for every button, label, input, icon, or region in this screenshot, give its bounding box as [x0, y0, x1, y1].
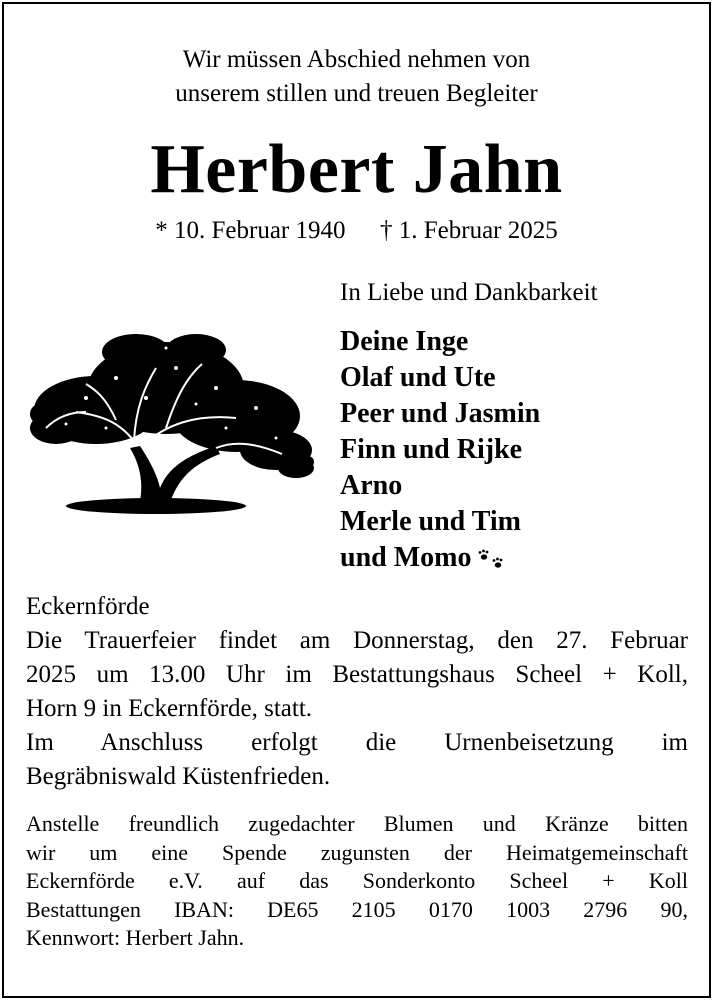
ceremony-line: Im Anschluss erfolgt die Urnenbeisetzung im — [26, 729, 688, 756]
family-member: Merle und Tim — [340, 506, 521, 537]
donation-line: Anstelle freundlich zugedachter Blumen und Kränze bitten — [26, 811, 688, 836]
deceased-name: Herbert Jahn — [150, 131, 563, 208]
love-line: In Liebe und Dankbarkeit — [340, 279, 598, 306]
family-member: und Momo — [340, 542, 472, 573]
tree-illustration — [26, 328, 314, 520]
intro-line-2: unserem stillen und treuen Begleiter — [175, 80, 538, 107]
ceremony-line: 2025 um 13.00 Uhr im Bestattungshaus Scheel + Koll, — [26, 661, 688, 688]
family-member: Peer und Jasmin — [340, 398, 541, 429]
ceremony-place: Eckernförde — [26, 593, 150, 620]
death-date: † 1. Februar 2025 — [380, 217, 558, 244]
family-member: Finn und Rijke — [340, 434, 523, 465]
donation-line: Kennwort: Herbert Jahn. — [26, 925, 245, 950]
intro-line-1: Wir müssen Abschied nehmen von — [182, 46, 531, 73]
family-member: Olaf und Ute — [340, 362, 496, 393]
family-member-last — [340, 540, 540, 576]
family-member: Deine Inge — [340, 326, 469, 357]
donation-line: wir um eine Spende zugunsten der Heimatgemeinschaft — [26, 839, 688, 865]
family-list — [340, 324, 540, 576]
paw-prints-icon — [477, 549, 507, 571]
ceremony-text — [26, 590, 688, 794]
donation-line: Bestattungen IBAN: DE65 2105 0170 1003 2796 90, — [26, 896, 688, 922]
family-member: Arno — [340, 470, 403, 501]
ceremony-line: Die Trauerfeier findet am Donnerstag, den 27. Februar — [26, 627, 688, 654]
ceremony-line: Horn 9 in Eckernförde, statt. — [26, 695, 313, 722]
donation-line: Eckernförde e.V. auf das Sonderkonto Scheel + Koll — [26, 868, 688, 893]
life-dates — [0, 214, 713, 248]
birth-date: * 10. Februar 1940 — [155, 217, 346, 244]
donation-text — [26, 810, 688, 953]
ceremony-line: Begräbniswald Küstenfrieden. — [26, 763, 331, 790]
